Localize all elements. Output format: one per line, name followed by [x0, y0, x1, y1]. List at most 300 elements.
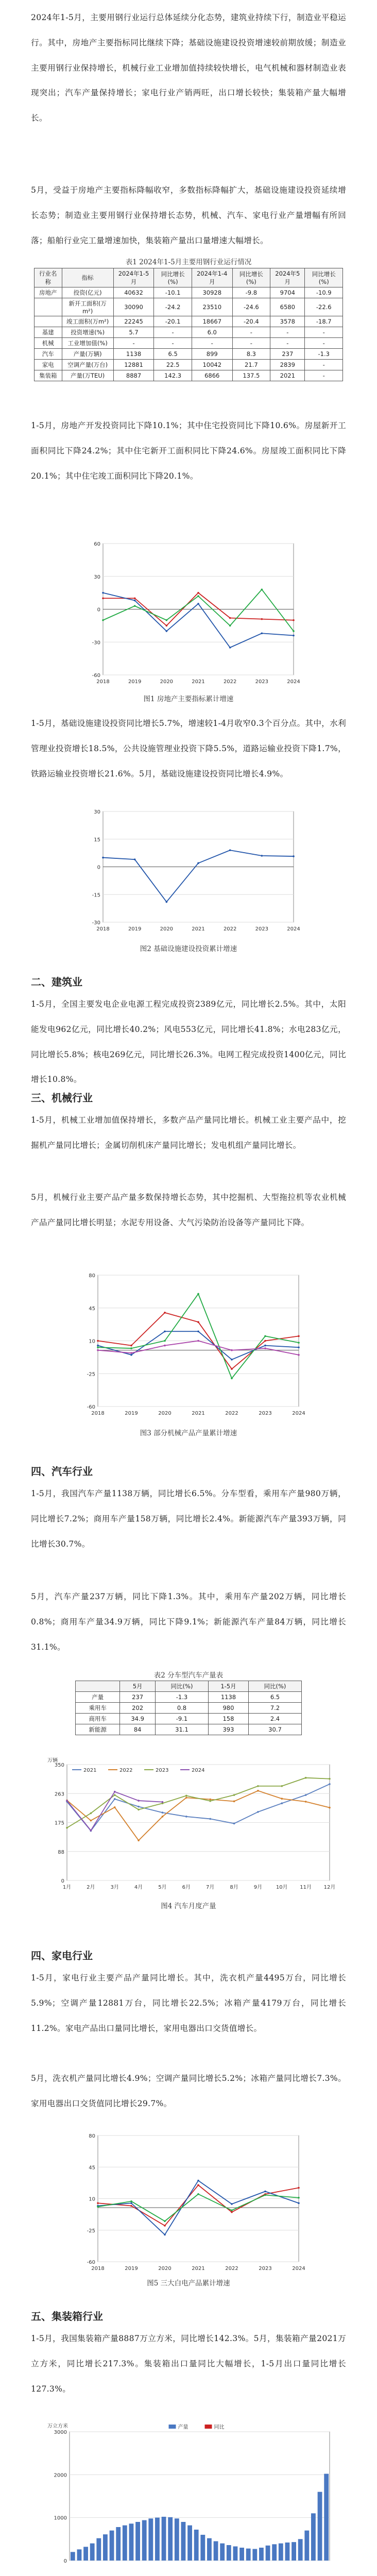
table2-row: [76, 1692, 302, 1703]
table1-header-cell: 同比增长(%): [154, 268, 192, 287]
section5-body: 1-5月，家电行业主要产品产量同比增长。其中，洗衣机产量4495万台，同比增长5.9%；空调产量12881万台，同比增长22.5%；冰箱产量4179万台，同比增长11.2%。家电产品出口量同比增长，家用电器出口交货值增长。: [31, 1973, 346, 2033]
bar: [252, 2549, 257, 2561]
x-tick-label: 2024: [287, 679, 300, 685]
data-point: [264, 2191, 266, 2193]
data-point: [197, 603, 199, 605]
table1-cell: 40632: [113, 287, 154, 298]
table1-header-cell: 同比增长(%): [232, 268, 270, 287]
bar: [129, 2523, 134, 2561]
table1-cell: 3578: [270, 316, 305, 327]
x-tick-label: 2024: [292, 1411, 305, 1416]
data-point: [197, 2184, 199, 2186]
bar: [71, 2552, 75, 2561]
data-point: [97, 1345, 99, 1347]
data-point: [298, 2187, 300, 2189]
table1-cell: -: [192, 338, 232, 349]
data-point: [231, 1349, 233, 1351]
bar: [285, 2543, 290, 2561]
data-point: [281, 1798, 283, 1800]
legend-swatch: [205, 2425, 212, 2429]
section3-title: 三、机械行业: [31, 1092, 93, 1104]
data-point: [293, 619, 295, 621]
x-tick-label: 2021: [192, 679, 205, 685]
data-point: [229, 647, 231, 649]
table1-cell: -: [113, 338, 154, 349]
data-point: [197, 1321, 199, 1323]
data-point: [261, 855, 263, 857]
table2-wrap: [75, 1681, 302, 1735]
data-point: [298, 1342, 300, 1344]
data-point: [138, 1839, 140, 1841]
data-point: [209, 1800, 211, 1802]
table2-cell: 393: [208, 1724, 248, 1735]
data-point: [164, 2234, 166, 2236]
data-point: [261, 588, 263, 590]
data-point: [264, 1345, 266, 1347]
table1-cell: 2839: [270, 360, 305, 370]
section6-body: 1-5月，我国集装箱产量8887万立方米，同比增长142.3%。5月，集装箱产量2021万立方米，同比增长217.3%。集装箱出口量同比大幅增长，1-5月出口量同比增长127.3%。: [31, 2334, 346, 2394]
table1-cell: 8.3: [232, 349, 270, 360]
table1-cell: -24.2: [154, 298, 192, 316]
data-point: [97, 1340, 99, 1342]
table2-cell: 0.8: [155, 1703, 208, 1714]
section3-body2: 5月，机械行业主要产品产量多数保持增长态势，其中挖掘机、大型拖拉机等农业机械产品产量同比增长明显；水泥专用设备、大气污染防治设备等产量同比下降。: [31, 1193, 346, 1227]
bar: [227, 2545, 231, 2561]
table1-cell: -: [154, 338, 192, 349]
y-tick-label: 3000: [54, 2430, 67, 2435]
y-tick-label: 60: [94, 541, 100, 547]
data-point: [130, 2205, 132, 2207]
data-point: [329, 1807, 331, 1809]
fig2-chart: [82, 804, 299, 938]
data-point: [66, 1800, 68, 1802]
data-point: [134, 597, 136, 599]
data-point: [90, 1812, 92, 1815]
table2-header-cell: 同比(%): [155, 1681, 208, 1692]
fig5-caption: 图5 三大白电产品累计增速: [147, 2279, 230, 2287]
table1-cell: -: [232, 338, 270, 349]
bar: [214, 2541, 218, 2561]
data-point: [209, 1818, 211, 1820]
data-point: [305, 1794, 307, 1796]
bar: [116, 2527, 121, 2561]
data-point: [257, 1785, 259, 1787]
legend-label: 2022: [119, 1768, 133, 1773]
series-line: [67, 1778, 330, 1828]
x-tick-label: 2022: [225, 2266, 238, 2272]
data-point: [293, 635, 295, 637]
data-point: [130, 2200, 132, 2202]
series-line: [98, 1331, 299, 1360]
series-line: [67, 1784, 330, 1831]
legend-label: 2024: [192, 1768, 205, 1773]
x-tick-label: 9月: [253, 1885, 263, 1890]
bar: [181, 2522, 186, 2561]
table1-cell: 10042: [192, 360, 232, 370]
data-point: [233, 1801, 235, 1803]
bar: [135, 2522, 140, 2561]
table1-cell: 2021: [270, 370, 305, 381]
y-tick-label: 30: [94, 574, 100, 580]
bar: [304, 2531, 309, 2561]
table1-cell: 汽车: [35, 349, 62, 360]
series-line: [103, 850, 294, 902]
data-point: [264, 1340, 266, 1342]
x-tick-label: 2019: [125, 1411, 138, 1416]
bar: [318, 2492, 322, 2561]
data-point: [298, 2197, 300, 2199]
y-tick-label: 0: [97, 865, 100, 871]
data-point: [164, 1345, 166, 1347]
data-point: [130, 2202, 132, 2204]
data-point: [231, 2203, 233, 2205]
bar: [123, 2526, 127, 2561]
data-point: [114, 1806, 116, 1808]
table1-row: [35, 360, 343, 370]
data-point: [97, 1349, 99, 1351]
bar: [200, 2535, 205, 2561]
bar: [311, 2513, 316, 2561]
data-point: [97, 2206, 99, 2208]
bar: [168, 2517, 173, 2561]
fig1-chart: [82, 536, 299, 690]
data-point: [197, 1293, 199, 1295]
data-point: [197, 592, 199, 594]
x-tick-label: 2018: [91, 1411, 105, 1416]
table1-row: [35, 287, 343, 298]
data-point: [102, 592, 104, 594]
y-tick-label: 1000: [54, 2515, 67, 2521]
table1-cell: -: [154, 327, 192, 338]
data-point: [298, 2202, 300, 2204]
data-point: [166, 901, 168, 903]
table1-cell: 6580: [270, 298, 305, 316]
table1-cell: 1138: [113, 349, 154, 360]
data-point: [298, 1335, 300, 1337]
table1-header-cell: 2024年1-5月: [113, 268, 154, 287]
x-tick-label: 2021: [192, 1411, 205, 1416]
table1-cell: -: [305, 327, 343, 338]
table1-cell: 5.7: [113, 327, 154, 338]
table1-cell: 工业增加值(%): [62, 338, 113, 349]
x-tick-label: 10月: [276, 1885, 288, 1890]
data-point: [130, 1352, 132, 1354]
data-point: [229, 849, 231, 851]
x-tick-label: 6月: [182, 1885, 191, 1890]
table1-cell: [35, 316, 62, 327]
y-tick-label: 15: [94, 837, 100, 843]
table1-cell: 22.5: [154, 360, 192, 370]
unit-label: 万辆: [47, 1758, 58, 1764]
fig2-caption: 图2 基础设施建设投资累计增速: [140, 945, 237, 953]
data-point: [298, 1346, 300, 1348]
data-point: [231, 2209, 233, 2211]
table1-header-cell: 2024年1-4月: [192, 268, 232, 287]
table1-cell: -: [305, 360, 343, 370]
data-point: [305, 1777, 307, 1779]
data-point: [264, 2194, 266, 2196]
table2-header-cell: 5月: [120, 1681, 156, 1692]
table2-cell: 乘用车: [76, 1703, 120, 1714]
table1-cell: 基建: [35, 327, 62, 338]
table1-header-cell: 指标: [62, 268, 113, 287]
data-point: [329, 1783, 331, 1785]
table1-cell: 237: [270, 349, 305, 360]
fig4-caption: 图4 汽车月度产量: [161, 1902, 216, 1910]
table1: [34, 268, 343, 381]
table1-row: [35, 298, 343, 316]
data-point: [305, 1801, 307, 1803]
data-point: [134, 858, 136, 860]
table1-cell: -: [305, 370, 343, 381]
table1-cell: -24.6: [232, 298, 270, 316]
data-point: [102, 619, 104, 621]
table2-cell: 237: [120, 1692, 156, 1703]
x-tick-label: 2月: [87, 1885, 95, 1890]
table1-cell: 142.3: [154, 370, 192, 381]
table1-row: [35, 316, 343, 327]
table2-cell: 30.7: [248, 1724, 301, 1735]
y-tick-label: 88: [58, 1849, 64, 1855]
table1-header-cell: 同比增长(%): [305, 268, 343, 287]
y-tick-label: 10: [89, 1338, 95, 1345]
fig3-chart: [77, 1267, 304, 1422]
table1-cell: -: [305, 338, 343, 349]
x-tick-label: 11月: [300, 1885, 312, 1890]
table1-cell: -22.6: [305, 298, 343, 316]
table1-cell: -: [270, 327, 305, 338]
data-point: [293, 855, 295, 857]
bar: [77, 2549, 82, 2561]
table2-cell: 6.5: [248, 1692, 301, 1703]
data-point: [114, 1791, 116, 1793]
data-point: [90, 1829, 92, 1832]
table1-cell: -1.3: [305, 349, 343, 360]
data-point: [114, 1798, 116, 1800]
y-tick-label: -25: [87, 1371, 95, 1378]
bar: [175, 2518, 179, 2561]
bar: [155, 2518, 160, 2561]
x-tick-label: 2023: [259, 2266, 272, 2272]
data-point: [197, 2193, 199, 2195]
table2-cell: 产量: [76, 1692, 120, 1703]
data-point: [138, 1800, 140, 1802]
data-point: [197, 1340, 199, 1342]
data-point: [261, 618, 263, 620]
x-tick-label: 2019: [125, 2266, 138, 2272]
table1-cell: -9.8: [232, 287, 270, 298]
table1-cell: 23510: [192, 298, 232, 316]
bar: [246, 2549, 251, 2561]
data-point: [197, 2180, 199, 2182]
bar: [142, 2520, 147, 2561]
y-tick-label: 350: [54, 1762, 64, 1768]
bar: [292, 2542, 296, 2561]
table1-cell: 12881: [113, 360, 154, 370]
y-tick-label: 263: [54, 1791, 64, 1798]
legend-label: 2023: [156, 1768, 169, 1773]
bar: [207, 2538, 212, 2561]
table1-row: [35, 349, 343, 360]
x-tick-label: 2019: [128, 926, 142, 932]
x-tick-label: 8月: [230, 1885, 238, 1890]
x-tick-label: 2022: [223, 926, 237, 932]
y-tick-label: -60: [87, 1404, 95, 1410]
fig6-chart: [46, 2421, 335, 2576]
table2-cell: -1.3: [155, 1692, 208, 1703]
table1-header-cell: 2024年5月: [270, 268, 305, 287]
section2-body2: 1-5月，全国主要发电企业电源工程完成投资2389亿元，同比增长2.5%。其中，太阳能发电962亿元，同比增长40.2%；风电553亿元，同比增长41.8%；水电283亿元，同比增长5.8%；核电269亿元，同比增长26.3%。电网工程完成投资1400亿元，同比增长10.8%。: [31, 999, 346, 1084]
section6-title: 五、集装箱行业: [31, 2310, 103, 2323]
table1-cell: 空调产量(万台): [62, 360, 113, 370]
table1-cell: 6.5: [154, 349, 192, 360]
legend-label: 2021: [83, 1768, 97, 1773]
bar: [90, 2544, 95, 2561]
bar: [233, 2547, 238, 2561]
table2-cell: 1138: [208, 1692, 248, 1703]
data-point: [130, 1354, 132, 1356]
table2-cell: 31.1: [155, 1724, 208, 1735]
table2-cell: 新能源: [76, 1724, 120, 1735]
data-point: [164, 1340, 166, 1342]
table2-cell: 980: [208, 1703, 248, 1714]
data-point: [281, 1785, 283, 1787]
section5-body2: 5月，洗衣机产量同比增长4.9%；空调产量同比增长5.2%；冰箱产量同比增长7.3%。家用电器出口交货值同比增长29.7%。: [31, 2074, 346, 2108]
series-line: [98, 1294, 299, 1378]
x-tick-label: 2022: [225, 1411, 238, 1416]
data-point: [231, 2211, 233, 2213]
table1-header-cell: 行业名称: [35, 268, 62, 287]
table1-cell: 机械: [35, 338, 62, 349]
table1-cell: -: [270, 338, 305, 349]
data-point: [66, 1827, 68, 1829]
data-point: [166, 625, 168, 627]
data-point: [233, 1823, 235, 1825]
table2-row: [76, 1714, 302, 1724]
x-tick-label: 2020: [160, 926, 174, 932]
y-tick-label: 30: [94, 809, 100, 815]
data-point: [90, 1820, 92, 1822]
y-tick-label: 80: [89, 1273, 95, 1279]
table2-header-cell: 1-5月: [208, 1681, 248, 1692]
y-tick-label: -15: [92, 892, 100, 899]
data-point: [257, 1790, 259, 1792]
section5-title: 四、家电行业: [31, 1950, 93, 1962]
y-tick-label: -60: [87, 2260, 95, 2265]
table1-cell: 6.0: [192, 327, 232, 338]
y-tick-label: 45: [89, 2165, 95, 2171]
data-point: [138, 1809, 140, 1811]
fig4-chart: [46, 1757, 335, 1896]
data-point: [231, 1368, 233, 1370]
data-point: [166, 619, 168, 621]
y-tick-label: 0: [63, 2558, 67, 2564]
unit-label: 万立方米: [47, 2424, 68, 2429]
data-point: [197, 862, 199, 865]
table1-cell: 18667: [192, 316, 232, 327]
data-point: [164, 2220, 166, 2222]
data-point: [264, 1347, 266, 1349]
x-tick-label: 1月: [62, 1885, 72, 1890]
data-point: [97, 1346, 99, 1348]
bar: [187, 2526, 192, 2561]
data-point: [114, 1794, 116, 1796]
x-tick-label: 2024: [292, 2266, 305, 2272]
bar: [194, 2530, 199, 2561]
data-point: [231, 1378, 233, 1380]
table2-header-cell: 同比(%): [248, 1681, 301, 1692]
y-tick-label: -25: [87, 2228, 95, 2234]
fig1-caption: 图1 房地产主要指标累计增速: [143, 695, 234, 703]
y-tick-label: -60: [92, 673, 100, 679]
data-point: [185, 1797, 187, 1799]
plot-frame: [70, 2432, 330, 2561]
x-tick-label: 2020: [158, 1411, 172, 1416]
table1-cell: 30928: [192, 287, 232, 298]
table2-header-cell: [76, 1681, 120, 1692]
table2-cell: 2.4: [248, 1714, 301, 1724]
bar: [103, 2534, 108, 2561]
bar: [148, 2518, 153, 2561]
data-point: [102, 857, 104, 859]
table2-cell: 84: [120, 1724, 156, 1735]
table1-row: [35, 370, 343, 381]
x-tick-label: 12月: [323, 1885, 336, 1890]
section2-title: 二、建筑业: [31, 976, 82, 988]
x-tick-label: 2024: [287, 926, 300, 932]
data-point: [209, 1799, 211, 1801]
legend-label: 同比: [214, 2425, 225, 2430]
bar: [298, 2539, 303, 2561]
data-point: [130, 1347, 132, 1349]
series-line: [103, 593, 294, 648]
x-tick-label: 4月: [134, 1885, 143, 1890]
table1-cell: 竣工面积(万m²): [62, 316, 113, 327]
data-point: [229, 625, 231, 627]
x-tick-label: 2020: [158, 2266, 172, 2272]
y-tick-label: 10: [89, 2196, 95, 2202]
y-tick-label: 2000: [54, 2472, 67, 2479]
table1-cell: 房地产: [35, 287, 62, 298]
intro-paragraph-2: 5月，受益于房地产主要指标降幅收窄，多数指标降幅扩大，基础设施建设投资延续增长态势；制造业主要用钢行业保持增长态势，机械、汽车、家电行业产量增幅有所回落；船舶行业完工量增速加快，集装箱产量出口量增速大幅增长。: [31, 185, 346, 245]
table1-caption: 表1 2024年1-5月主要用钢行业运行情况: [125, 258, 252, 266]
table1-cell: 22245: [113, 316, 154, 327]
section4-body2: 5月，汽车产量237万辆，同比下降1.3%。其中，乘用车产量202万辆，同比增长0.8%；商用车产量34.9万辆，同比下降9.1%；新能源汽车产量84万辆，同比增长31.1%。: [31, 1592, 346, 1652]
data-point: [97, 2202, 99, 2204]
table1-cell: 899: [192, 349, 232, 360]
table1-cell: 投资增速(%): [62, 327, 113, 338]
data-point: [185, 1795, 187, 1797]
x-tick-label: 2018: [96, 926, 110, 932]
x-tick-label: 2023: [255, 679, 269, 685]
data-point: [229, 617, 231, 619]
x-tick-label: 2021: [192, 926, 205, 932]
data-point: [264, 1335, 266, 1337]
fig5-chart: [77, 2128, 304, 2277]
fig3-caption: 图3 部分机械产品产量累计增速: [140, 1429, 237, 1437]
data-point: [138, 1806, 140, 1808]
table2-cell: -9.1: [155, 1714, 208, 1724]
table2-caption: 表2 分车型汽车产量表: [153, 1671, 224, 1680]
x-tick-label: 3月: [110, 1885, 119, 1890]
data-point: [164, 1330, 166, 1332]
x-tick-label: 7月: [205, 1885, 215, 1890]
table1-wrap: [34, 268, 343, 381]
y-tick-label: 45: [89, 1306, 95, 1312]
table2-cell: 202: [120, 1703, 156, 1714]
table1-cell: -18.7: [305, 316, 343, 327]
data-point: [166, 630, 168, 632]
